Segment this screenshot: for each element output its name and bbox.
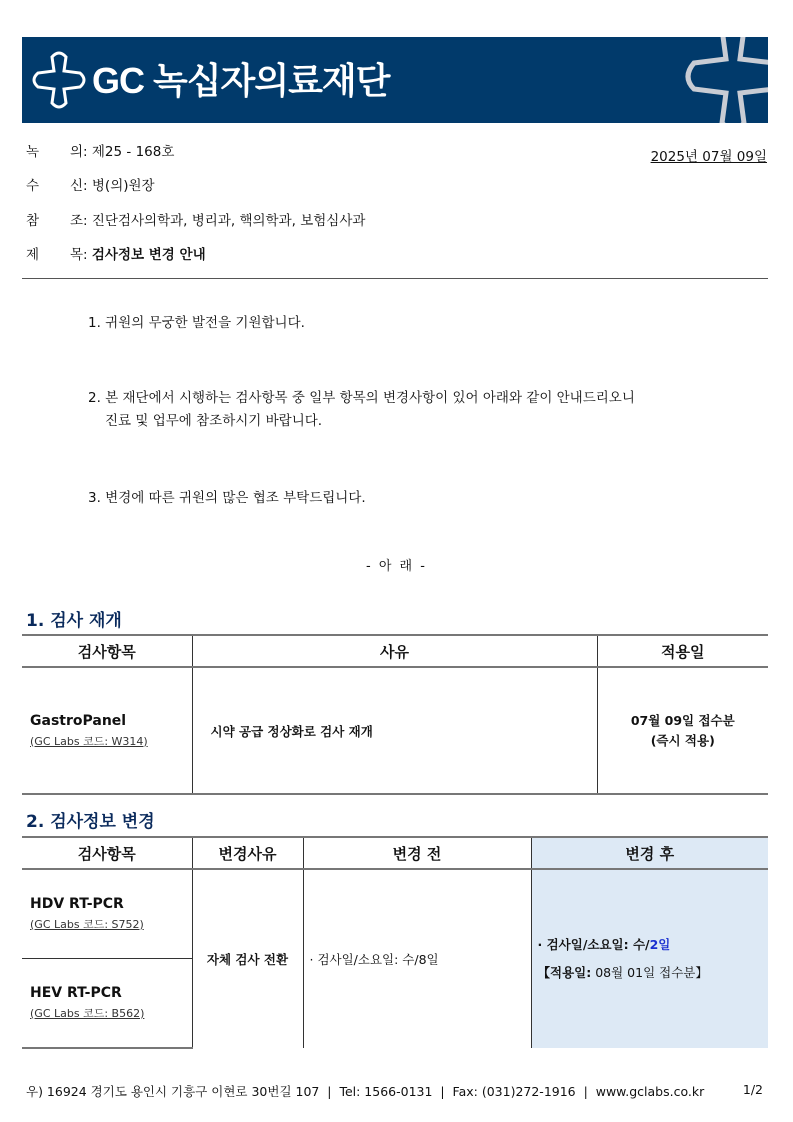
test-name: HDV RT-PCR <box>30 895 124 912</box>
apply-date: 07월 09일 접수분 (즉시 적용) <box>597 667 768 794</box>
change-reason: 자체 검사 전환 <box>192 869 303 1048</box>
reason: 시약 공급 정상화로 검사 재개 <box>192 667 597 794</box>
test-name: GastroPanel <box>30 712 127 729</box>
footer-address: 우) 16924 경기도 용인시 기흥구 이현로 30번길 107 | Tel: 1566-0131 | Fax: (031)272-1916 | www.gclabs.co.kr <box>26 1084 705 1099</box>
section-2-title: 2. 검사정보 변경 <box>26 812 155 832</box>
subject-row: 제 목: 검사정보 변경 안내 <box>26 247 206 263</box>
col-header: 검사항목 <box>22 635 192 667</box>
section-1-title: 1. 검사 재개 <box>26 611 122 631</box>
recipient-row: 수 신: 병(의)원장 <box>26 178 155 194</box>
cross-watermark-icon <box>682 37 768 123</box>
cross-logo-icon <box>30 51 88 109</box>
test-code: (GC Labs 코드: W314) <box>30 734 148 748</box>
divider <box>22 278 768 279</box>
reference-row: 참 조: 진단검사의학과, 병리과, 핵의학과, 보험심사과 <box>26 213 366 229</box>
resume-table <box>22 634 768 795</box>
table-row <box>22 667 768 794</box>
paragraph-1: 1. 귀원의 무궁한 발전을 기원합니다. <box>88 315 305 331</box>
col-header: 사유 <box>192 635 597 667</box>
paragraph-3: 3. 변경에 따른 귀원의 많은 협조 부탁드립니다. <box>88 490 366 506</box>
col-header: 변경사유 <box>192 837 303 869</box>
table-row <box>22 869 768 958</box>
col-header: 적용일 <box>597 635 768 667</box>
col-header: 변경 후 <box>531 837 768 869</box>
document-date: 2025년 07월 09일 <box>650 149 767 165</box>
below-marker: - 아 래 - <box>366 559 427 574</box>
col-header: 변경 전 <box>303 837 531 869</box>
col-header: 검사항목 <box>22 837 192 869</box>
doc-number-row: 녹 의: 제25 - 168호 <box>26 144 175 160</box>
paragraph-2: 2. 본 재단에서 시행하는 검사항목 중 일부 항목의 변경사항이 있어 아래와 같이 안내드리오니 진료 및 업무에 참조하시기 바랍니다. <box>88 390 635 429</box>
before-value: · 검사일/소요일: 수/8일 <box>303 869 531 1048</box>
test-code: (GC Labs 코드: S752) <box>30 917 144 931</box>
test-code: (GC Labs 코드: B562) <box>30 1006 145 1020</box>
after-value: · 검사일/소요일: 수/2일 【적용일: 08월 01일 접수분】 <box>531 869 768 1048</box>
test-name: HEV RT-PCR <box>30 984 122 1001</box>
change-table <box>22 836 768 1049</box>
page-number: 1/2 <box>742 1082 763 1097</box>
logo-text: GC 녹십자의료재단 <box>92 60 390 101</box>
header-banner <box>22 37 768 123</box>
